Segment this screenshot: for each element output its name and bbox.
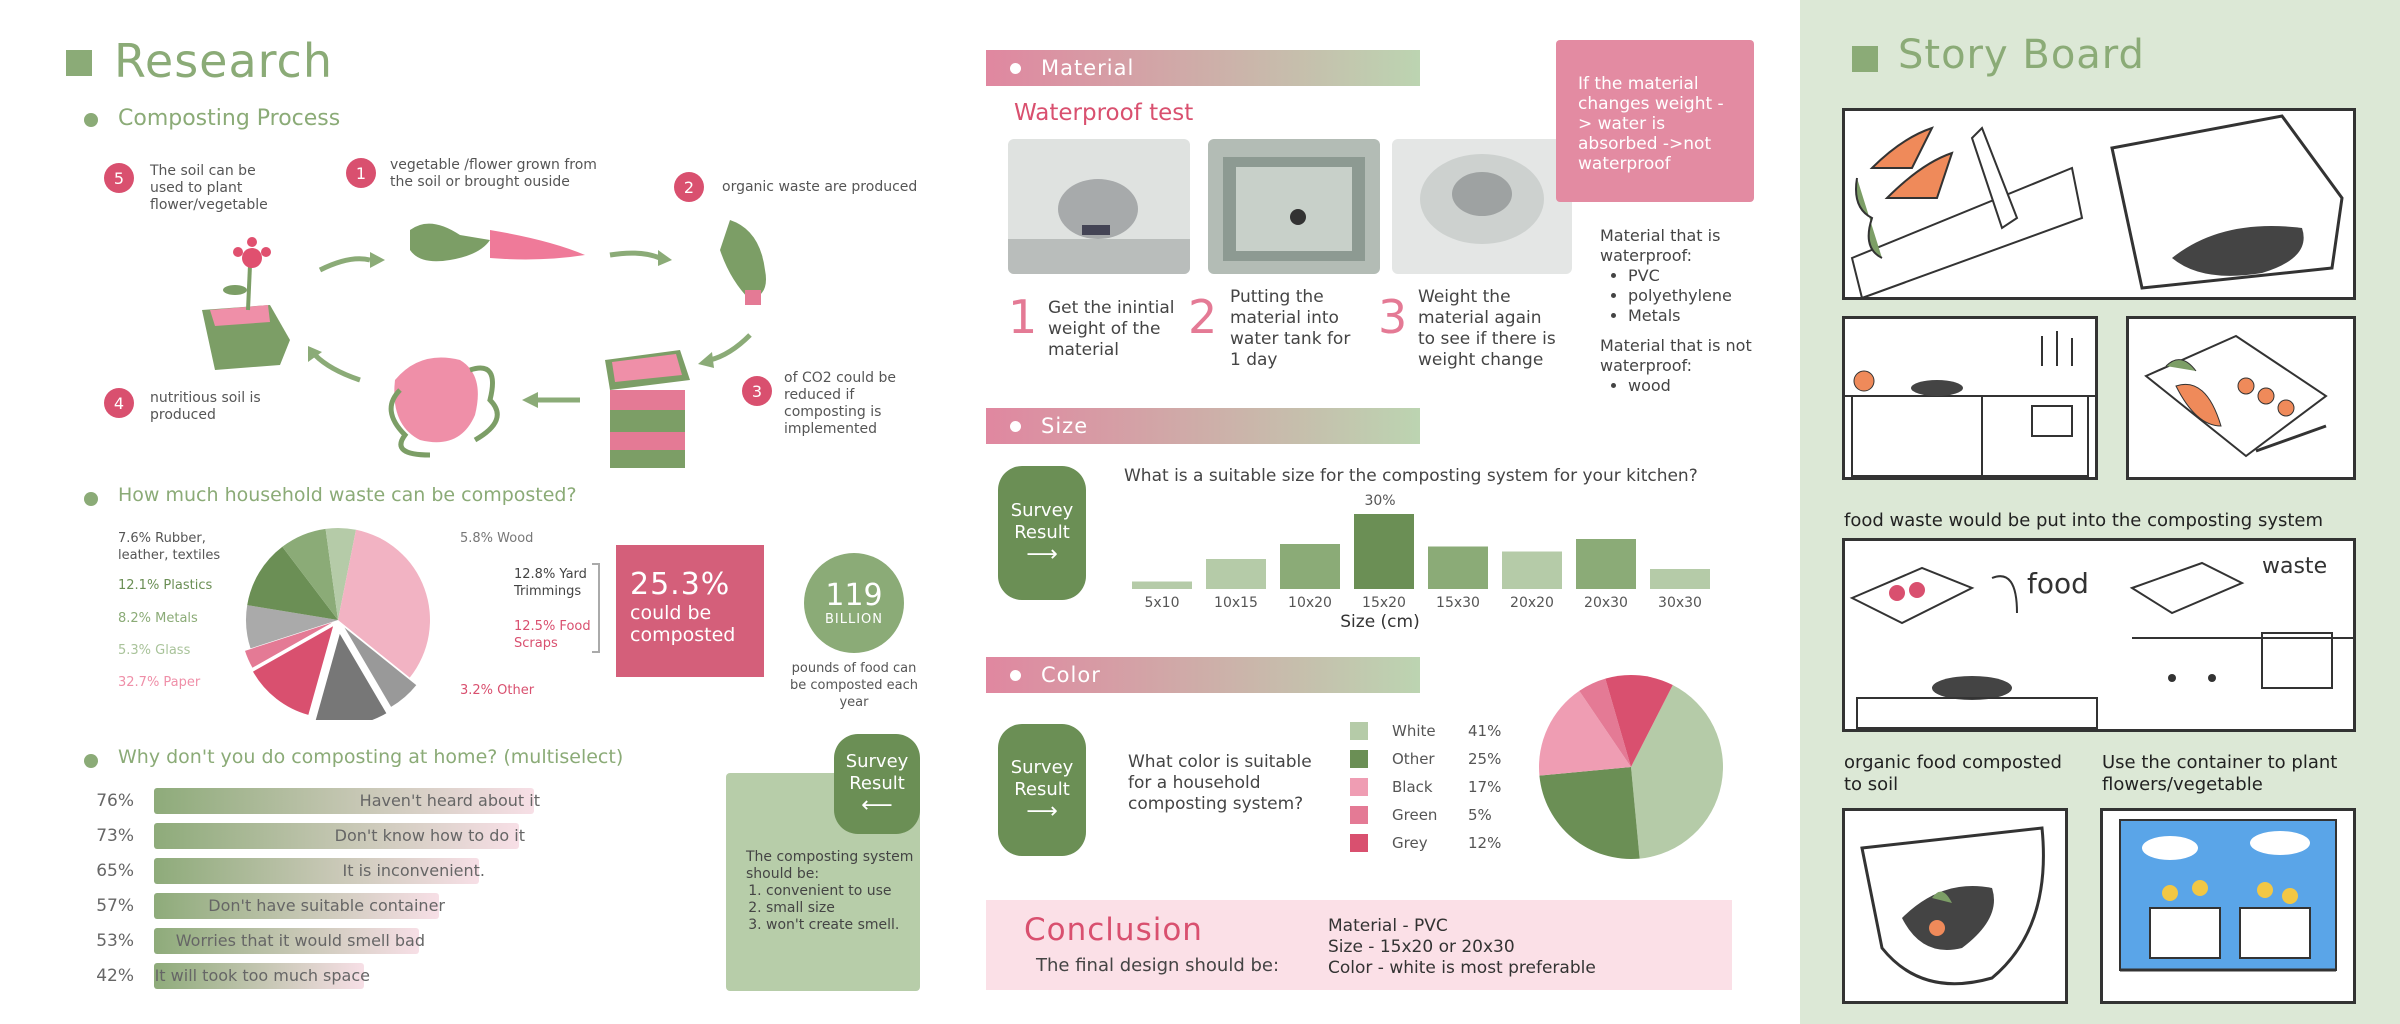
size-tick-label: 5x10	[1144, 595, 1180, 611]
conclusion-subtitle: The final design should be:	[1036, 955, 1280, 976]
not-waterproof-list	[1600, 376, 1760, 396]
color-legend-item	[1350, 778, 1510, 798]
size-bar	[1206, 559, 1266, 589]
legend-name: White	[1392, 722, 1436, 740]
legend-percent: 12%	[1468, 834, 1502, 852]
why-not-percent: 57%	[96, 896, 134, 916]
conclusion-lines	[1328, 916, 1596, 979]
pie-slice	[1539, 767, 1639, 859]
conclusion-box	[986, 900, 1732, 990]
size-header	[986, 408, 1420, 444]
why-not-row	[84, 858, 724, 884]
arrow-right-icon: ⟶	[1026, 542, 1058, 567]
header-dot-icon	[1010, 670, 1021, 681]
color-survey-badge	[998, 724, 1086, 856]
legend-percent: 25%	[1468, 750, 1502, 768]
why-not-percent: 65%	[96, 861, 134, 881]
legend-name: Green	[1392, 806, 1438, 824]
conclusion-line: Material - PVC	[1328, 916, 1448, 936]
why-not-percent: 76%	[96, 791, 134, 811]
why-not-label: Worries that it would smell bad	[175, 931, 425, 950]
survey-result-label: Survey Result	[1010, 500, 1074, 543]
color-legend-item	[1350, 834, 1510, 854]
composted-value: 25.3%	[630, 567, 731, 602]
legend-percent: 17%	[1468, 778, 1502, 796]
step-number: 1	[1008, 290, 1038, 344]
billion-value: 119	[825, 577, 883, 613]
composting-process-title: Composting Process	[118, 106, 341, 131]
bullet-dot	[84, 754, 98, 768]
step-text: Weight the material again to see if there is weight change	[1418, 287, 1556, 370]
pie-label: 5.3% Glass	[118, 643, 191, 658]
survey-result-label: Survey Result	[1010, 757, 1074, 800]
result-intro: The composting system should be:	[746, 849, 914, 882]
step-text: Get the inintial weight of the material	[1048, 298, 1175, 360]
legend-swatch	[1350, 778, 1368, 796]
why-not-label: It will took too much space	[154, 966, 370, 985]
step-number: 2	[1188, 290, 1218, 344]
pie-label: 7.6% Rubber, leather, textiles	[118, 531, 221, 563]
compost-bin-icon	[605, 350, 690, 468]
step-number: 2	[674, 172, 704, 202]
pie-label: 12.1% Plastics	[118, 578, 213, 593]
waterproof-heading: Material that is waterproof:	[1600, 226, 1721, 265]
size-xlabel: Size (cm)	[1340, 612, 1420, 632]
result-item: 2. small size	[766, 900, 916, 917]
composted-box	[616, 545, 764, 677]
sketch-waste-text: waste	[2262, 554, 2328, 579]
material-lists	[1600, 226, 1760, 396]
size-tick-label: 20x20	[1510, 595, 1554, 611]
size-bar	[1650, 569, 1710, 589]
carrot-icon	[410, 224, 585, 262]
pie-label: 3.2% Other	[460, 683, 535, 698]
step-text: vegetable /flower grown from the soil or brought ouside	[390, 157, 597, 190]
legend-name: Other	[1392, 750, 1435, 768]
size-bar	[1502, 552, 1562, 590]
legend-swatch	[1350, 722, 1368, 740]
why-not-label: Haven't heard about it	[359, 791, 540, 810]
storyboard-frame-2	[1842, 316, 2098, 480]
size-tick-label: 15x20	[1362, 595, 1406, 611]
size-tick-label: 20x30	[1584, 595, 1628, 611]
research-title: Research	[114, 34, 333, 88]
legend-swatch	[1350, 806, 1368, 824]
size-survey-badge	[998, 466, 1086, 600]
legend-name: Black	[1392, 778, 1433, 796]
pie-label: 8.2% Metals	[118, 611, 198, 626]
reweigh-photo	[1392, 139, 1572, 274]
not-waterproof-heading: Material that is not waterproof:	[1600, 336, 1752, 375]
why-not-title	[118, 746, 623, 768]
survey-result-label: Survey Result	[845, 751, 909, 794]
conclusion-line: Size - 15x20 or 20x30	[1328, 937, 1515, 957]
arrow-right-icon: ⟶	[1026, 799, 1058, 824]
storyboard-frame-6	[2100, 808, 2356, 1004]
storyboard-caption: food waste would be put into the composting system	[1844, 510, 2324, 531]
waterproof-item: • PVC	[1628, 266, 1760, 286]
why-not-row	[84, 823, 724, 849]
color-question: What color is suitable for a household composting system?	[1128, 752, 1312, 814]
why-not-row	[84, 963, 724, 989]
storyboard-frame-3	[2126, 316, 2356, 480]
not-waterproof-item: • wood	[1628, 376, 1760, 396]
waterproof-title: Waterproof test	[1014, 100, 1194, 126]
storyboard-frame-4	[1842, 538, 2356, 732]
pie-bracket	[592, 563, 600, 653]
material-header	[986, 50, 1420, 86]
step-number: 3	[1378, 290, 1408, 344]
flower-pot-icon	[202, 237, 290, 370]
why-not-row	[84, 893, 724, 919]
pie-label: 5.8% Wood	[460, 531, 534, 546]
size-tick-label: 10x20	[1288, 595, 1332, 611]
header-dot-icon	[1010, 421, 1021, 432]
soil-icon	[391, 358, 497, 456]
legend-percent: 5%	[1468, 806, 1492, 824]
step-number: 4	[104, 388, 134, 418]
material-title: Material	[1041, 56, 1135, 80]
why-not-row	[84, 928, 724, 954]
storyboard-title: Story Board	[1898, 32, 2145, 78]
composted-label: could be composted	[630, 602, 736, 646]
why-not-label: It is inconvenient.	[342, 861, 485, 880]
size-top-label: 30%	[1364, 493, 1396, 509]
billion-circle	[804, 553, 904, 653]
survey-result-badge	[834, 734, 920, 834]
why-not-percent: 42%	[96, 966, 134, 986]
color-legend-item	[1350, 750, 1510, 770]
size-tick-label: 30x30	[1658, 595, 1702, 611]
food-scraps-icon	[720, 220, 766, 305]
pie-label: 32.7% Paper	[118, 675, 201, 690]
step-number: 3	[742, 376, 772, 406]
storyboard-heading-square	[1852, 46, 1878, 72]
conclusion-title: Conclusion	[1024, 912, 1203, 948]
size-tick-label: 10x15	[1214, 595, 1258, 611]
material-note: If the material changes weight -> water is absorbed ->not waterproof	[1556, 40, 1754, 202]
color-legend-item	[1350, 806, 1510, 826]
size-bar	[1132, 582, 1192, 590]
sketch-food-text: food	[2027, 567, 2089, 600]
step-text: The soil can be used to plant flower/vegetable	[150, 163, 268, 213]
step-text: of CO2 could be reduced if composting is implemented	[784, 370, 896, 437]
color-header	[986, 657, 1420, 693]
cycle-arrows-icon	[308, 250, 750, 408]
legend-percent: 41%	[1468, 722, 1502, 740]
color-legend-item	[1350, 722, 1510, 742]
waste-pie-chart	[238, 520, 458, 720]
size-bar	[1428, 547, 1488, 590]
waterproof-item: • polyethylene	[1628, 286, 1760, 306]
step-text: organic waste are produced	[722, 179, 918, 195]
step-text: Putting the material into water tank for 1 day	[1230, 287, 1351, 370]
result-item: 1. convenient to use	[766, 883, 916, 900]
color-pie-chart	[1536, 672, 1726, 862]
why-not-percent: 53%	[96, 931, 134, 951]
size-title: Size	[1041, 414, 1089, 438]
billion-caption: pounds of food can be composted each year	[790, 661, 918, 710]
step-text: nutritious soil is produced	[150, 390, 261, 423]
storyboard-caption: Use the container to plant flowers/vegetable	[2102, 752, 2338, 795]
waterproof-item: • Metals	[1628, 306, 1760, 326]
why-not-percent: 73%	[96, 826, 134, 846]
size-tick-label: 15x30	[1436, 595, 1480, 611]
size-bar	[1280, 544, 1340, 589]
result-item: 3. won't create smell.	[766, 917, 916, 934]
result-list	[766, 883, 916, 934]
legend-swatch	[1350, 750, 1368, 768]
scale-photo	[1008, 139, 1190, 274]
header-dot-icon	[1010, 63, 1021, 74]
size-bar	[1354, 514, 1414, 589]
step-number: 5	[104, 163, 134, 193]
why-not-title-text: Why don't you do composting at home?	[118, 746, 498, 768]
household-waste-title: How much household waste can be composted?	[118, 484, 577, 506]
water-tank-photo	[1208, 139, 1380, 274]
research-heading-square	[66, 50, 92, 76]
waterproof-list	[1600, 266, 1760, 326]
storyboard-frame-5	[1842, 808, 2068, 1004]
pie-label: 12.5% Food Scraps	[514, 619, 591, 651]
bullet-dot	[84, 113, 98, 127]
arrow-left-icon: ⟵	[861, 793, 893, 818]
size-question: What is a suitable size for the composting system for your kitchen?	[1124, 466, 1698, 486]
color-title: Color	[1041, 663, 1101, 687]
composting-cycle-illustration	[190, 210, 850, 470]
why-not-label: Don't have suitable container	[208, 896, 445, 915]
legend-name: Grey	[1392, 834, 1428, 852]
bullet-dot	[84, 492, 98, 506]
why-not-row	[84, 788, 724, 814]
why-not-label: Don't know how to do it	[334, 826, 525, 845]
storyboard-caption: organic food composted to soil	[1844, 752, 2062, 795]
size-bar	[1576, 539, 1636, 589]
why-not-title-suffix: (multiselect)	[503, 746, 624, 768]
pie-label: 12.8% Yard Trimmings	[514, 567, 587, 599]
step-number: 1	[346, 158, 376, 188]
legend-swatch	[1350, 834, 1368, 852]
conclusion-line: Color - white is most preferable	[1328, 958, 1596, 978]
billion-unit: BILLION	[824, 611, 884, 627]
storyboard-frame-1	[1842, 108, 2356, 300]
